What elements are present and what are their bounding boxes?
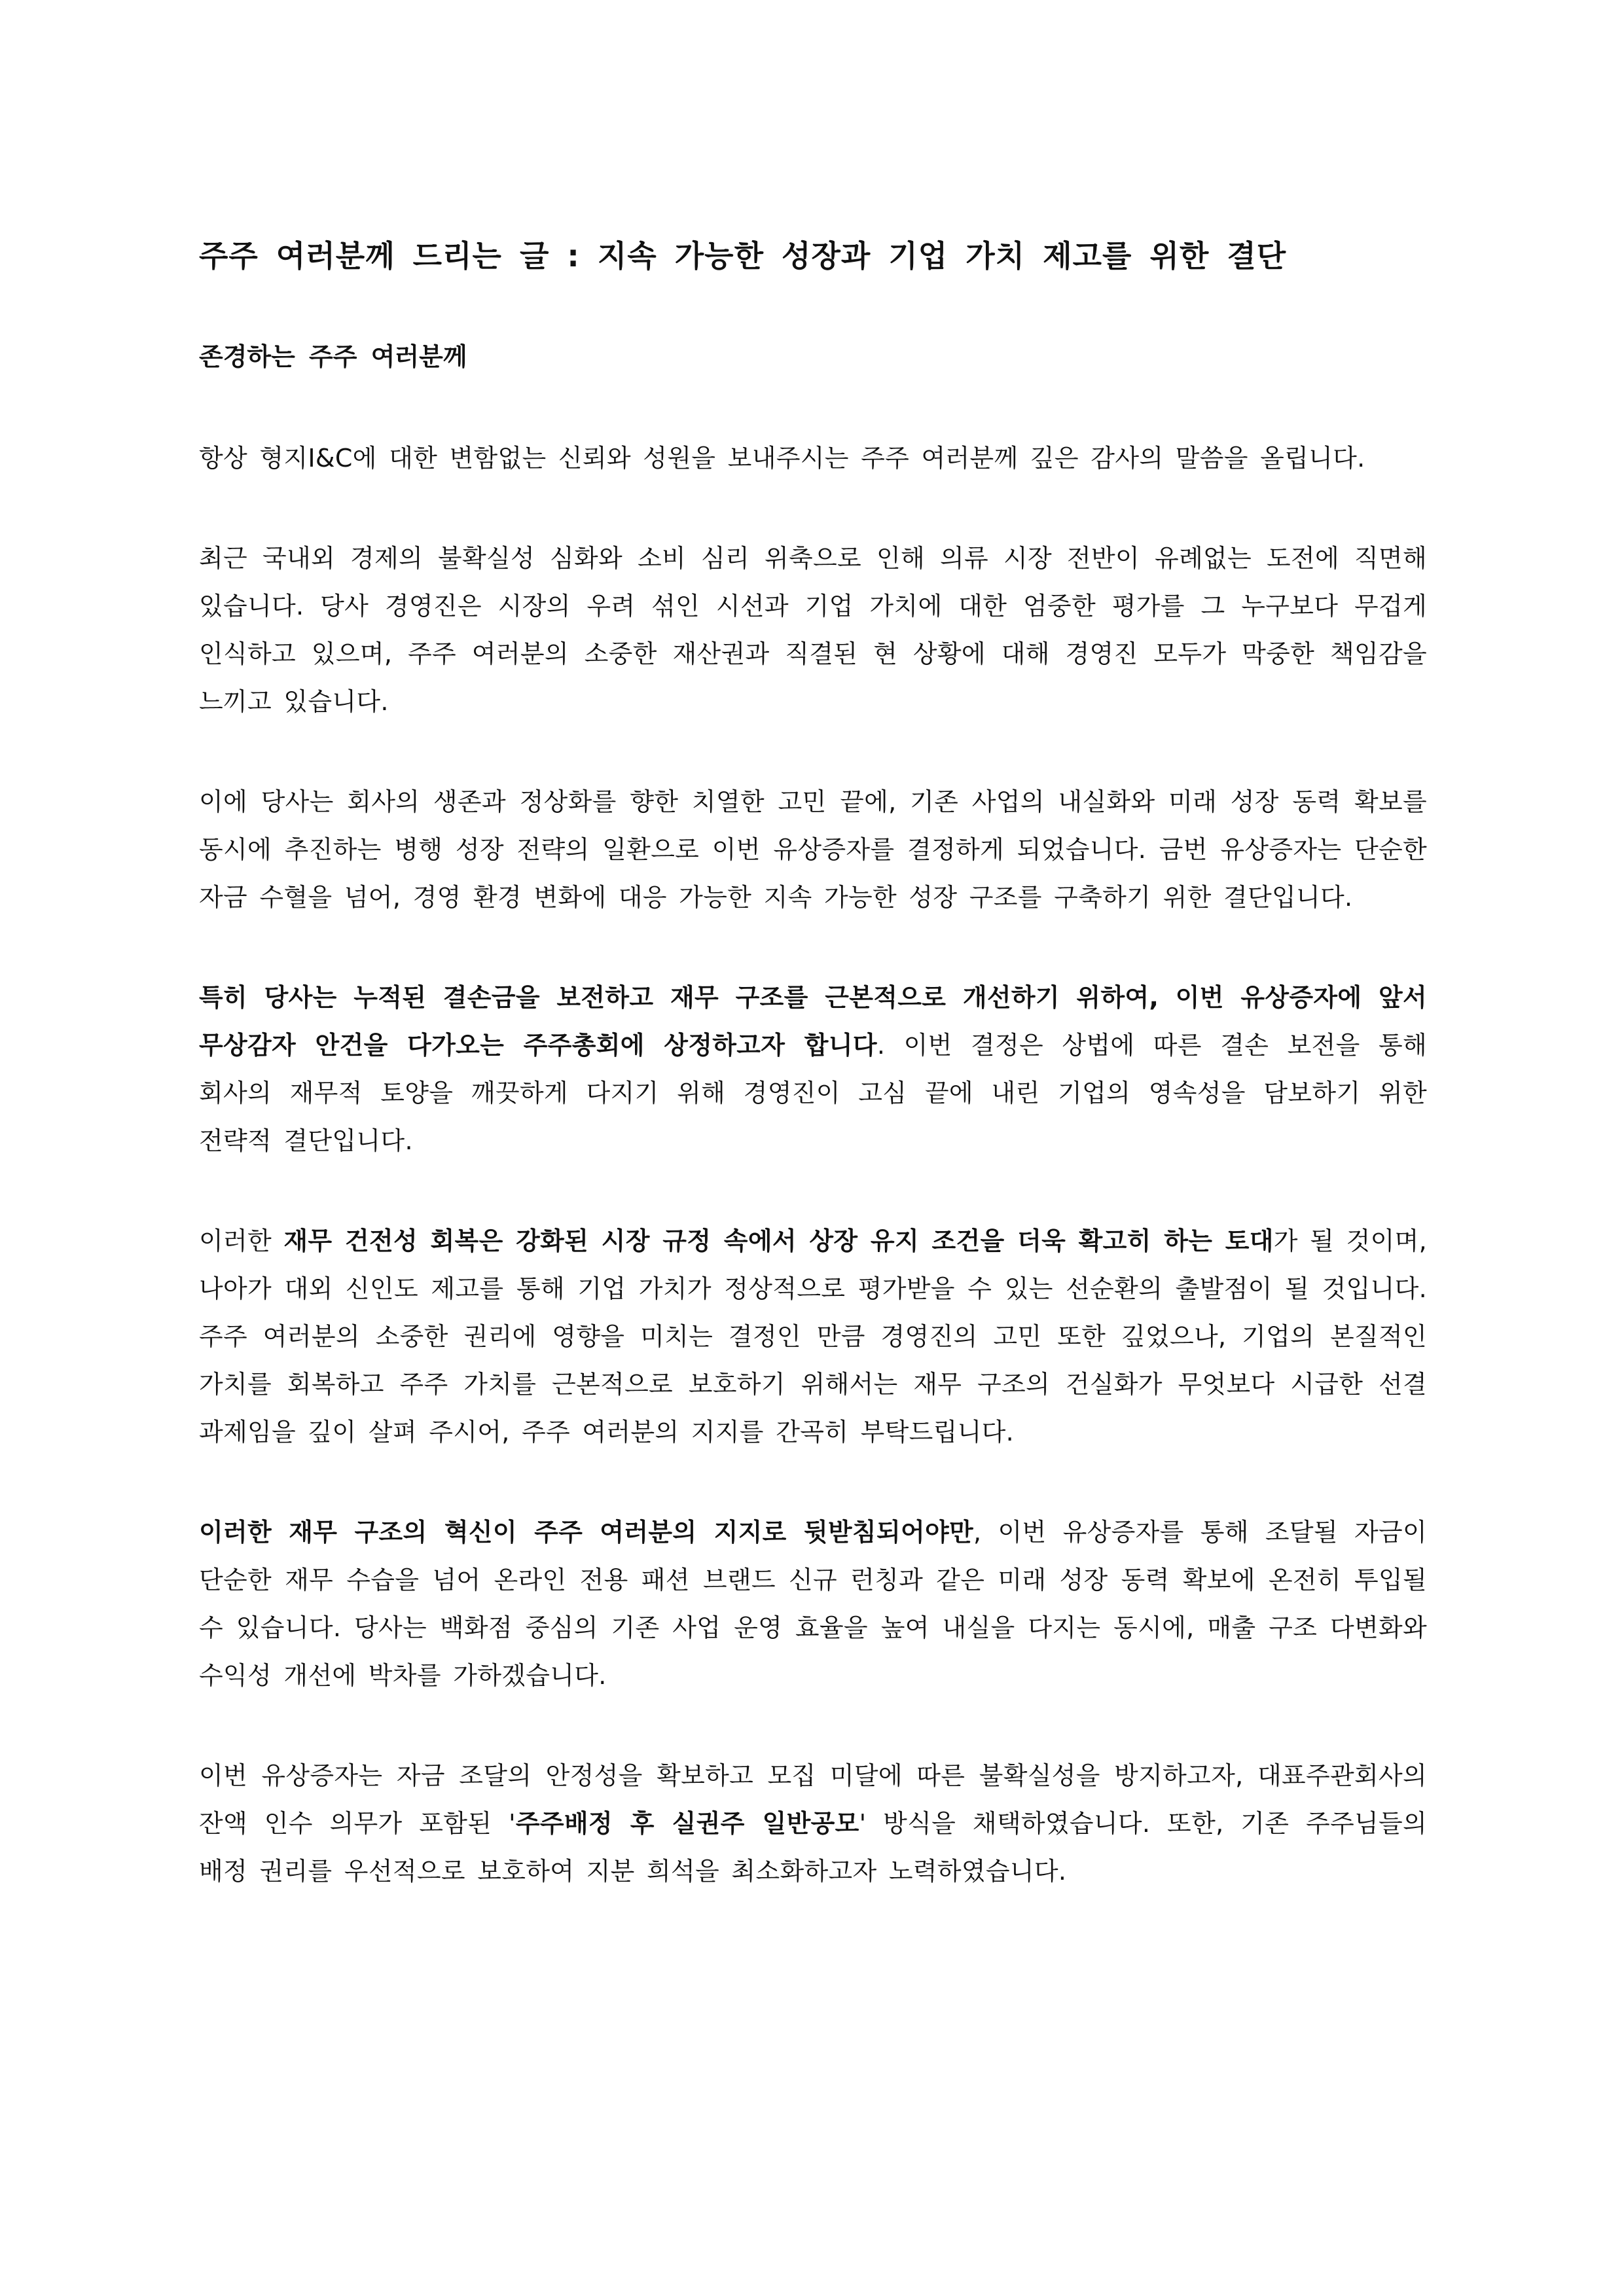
letter-title: 주주 여러분께 드리는 글 : 지속 가능한 성장과 기업 가치 제고를 위한 결단: [199, 238, 1287, 274]
paragraph-text: . 이번 결정은 상법에 따른 결손 보전을 통해 회사의 재무적 토양을 깨끗하게 다지기 위해 경영진이 고심 끝에 내린 기업의 영속성을 담보하기 위한 전략적 결단입니다.: [199, 1031, 1428, 1155]
paragraph-text: 이러한: [199, 1227, 284, 1255]
paragraph-capital-reduction: [199, 974, 1427, 1165]
letter-body: [199, 233, 1427, 1948]
paragraph-market-situation: [199, 535, 1427, 726]
paragraph-text: 이에 당사는 회사의 생존과 정상화를 향한 치열한 고민 끝에, 기존 사업의 내실화와 미래 성장 동력 확보를 동시에 추진하는 병행 성장 전략의 일환으로 이번 유상증자를 결정하게 되었습니다. 금번 유상증자는 단순한 자금 수혈을 넘어, 경영 환경 변화에 대응 가능한 지속 가능한 성장 구조를 구축하기 위한 결단입니다.: [199, 787, 1427, 912]
emphasis-text: 주주배정 후 실권주 일반공모: [515, 1809, 859, 1838]
paragraph-text: 항상 형지I&C에 대한 변함없는 신뢰와 성원을 보내주시는 주주 여러분께 깊은 감사의 말씀을 올립니다.: [199, 444, 1365, 473]
paragraph-text: 가 될 것이며, 나아가 대외 신인도 제고를 통해 기업 가치가 정상적으로 평가받을 수 있는 선순환의 출발점이 될 것입니다. 주주 여러분의 소중한 권리에 영향을 미치는 결정인 만큼 경영진의 고민 또한 깊었으나, 기업의 본질적인 가치를 회복하고 주주 가치를 근본적으로 보호하기 위해서는 재무 구조의 건실화가 무엇보다 시급한 선결 과제임을 깊이 살펴 주시어, 주주 여러분의 지지를 간곡히 부탁드립니다.: [199, 1227, 1427, 1446]
paragraph-offering-method: [199, 1752, 1427, 1895]
paragraph-text: , 이번 유상증자를 통해 조달될 자금이 단순한 재무 수습을 넘어 온라인 전용 패션 브랜드 신규 런칭과 같은 미래 성장 동력 확보에 온전히 투입될 수 있습니다. 당사는 백화점 중심의 기존 사업 운영 효율을 높여 내실을 다지는 동시에, 매출 구조 다변화와 수익성 개선에 박차를 가하겠습니다.: [199, 1518, 1427, 1690]
emphasis-text: 이러한 재무 구조의 혁신이 주주 여러분의 지지로 뒷받침되어야만: [199, 1518, 973, 1547]
paragraph-financial-soundness: [199, 1217, 1427, 1456]
paragraph-text: ' 방식을 채택하였습니다. 또한, 기존 주주님들의 배정 권리를 우선적으로 보호하여 지분 희석을 최소화하고자 노력하였습니다.: [199, 1809, 1427, 1886]
emphasis-text: 특히 당사는 누적된 결손금을 보전하고 재무 구조를 근본적으로 개선하기 위하여, 이번 유상증자에 앞서 무상감자 안건을 다가오는 주주총회에 상정하고자 합니다: [199, 983, 1427, 1060]
salutation: 존경하는 주주 여러분께: [199, 342, 467, 371]
paragraph-rights-offering-decision: [199, 778, 1427, 922]
paragraph-gratitude: [199, 435, 1427, 482]
paragraph-growth-investment: [199, 1509, 1427, 1700]
paragraph-text: 이번 유상증자는 자금 조달의 안정성을 확보하고 모집 미달에 따른 불확실성을 방지하고자, 대표주관회사의 잔액 인수 의무가 포함된 ': [199, 1761, 1427, 1838]
paragraph-text: 최근 국내외 경제의 불확실성 심화와 소비 심리 위축으로 인해 의류 시장 전반이 유례없는 도전에 직면해 있습니다. 당사 경영진은 시장의 우려 섞인 시선과 기업 가치에 대한 엄중한 평가를 그 누구보다 무겁게 인식하고 있으며, 주주 여러분의 소중한 재산권과 직결된 현 상황에 대해 경영진 모두가 막중한 책임감을 느끼고 있습니다.: [199, 544, 1427, 716]
emphasis-text: 재무 건전성 회복은 강화된 시장 규정 속에서 상장 유지 조건을 더욱 확고히 하는 토대: [283, 1227, 1274, 1255]
